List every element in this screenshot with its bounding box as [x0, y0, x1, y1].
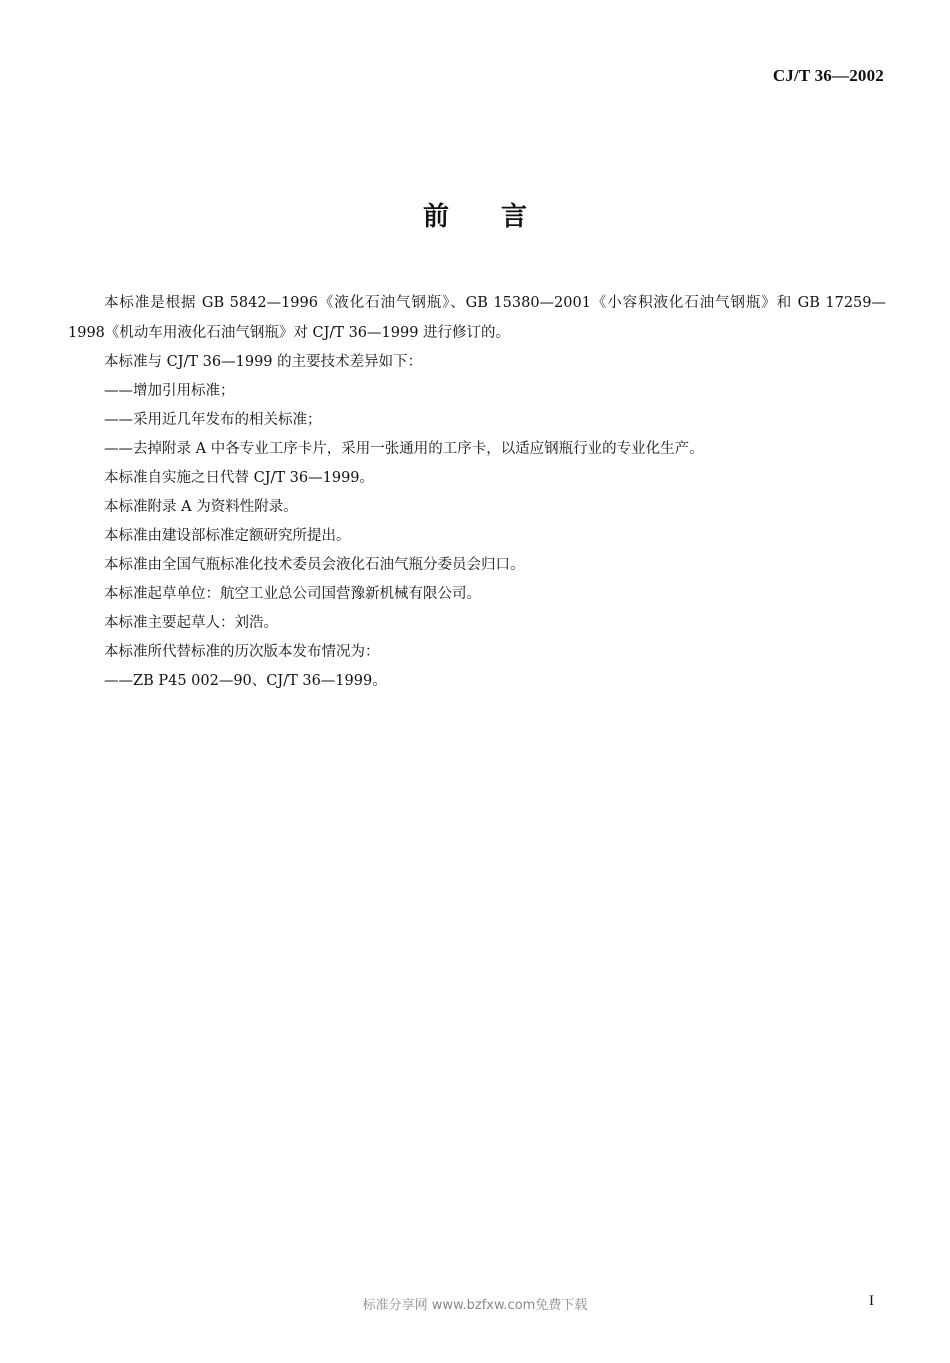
- paragraph-differences-intro: 本标准与 CJ/T 36—1999 的主要技术差异如下：: [104, 354, 423, 370]
- standard-code: CJ/T 36—2002: [772, 66, 884, 85]
- paragraph-history-intro: 本标准所代替标准的历次版本发布情况为：: [104, 644, 380, 660]
- paragraph-annex: 本标准附录 A 为资料性附录。: [104, 499, 298, 515]
- paragraph-revision-basis: 本标准是根据 GB 5842—1996《液化石油气钢瓶》、GB 15380—2001《小容积液化石油气钢瓶》和 GB 17259—1998《机动车用液化石油气钢瓶》对 CJ/T 36—1999 进行修订的。: [68, 295, 886, 341]
- paragraph-drafting-unit: 本标准起草单位：航空工业总公司国营豫新机械有限公司。: [104, 586, 481, 602]
- paragraph-drafter: 本标准主要起草人：刘浩。: [104, 615, 278, 631]
- page-number: I: [869, 1293, 874, 1309]
- list-item-history: ——ZB P45 002—90、CJ/T 36—1999。: [104, 673, 387, 689]
- foreword-body: [68, 288, 886, 696]
- paragraph-proposed-by: 本标准由建设部标准定额研究所提出。: [104, 528, 351, 544]
- list-item-recent-standards: ——采用近几年发布的相关标准；: [104, 412, 322, 428]
- footer-watermark-text: 标准分享网 www.bzfxw.com免费下载: [362, 1298, 588, 1313]
- page-title: 前言: [422, 202, 579, 232]
- paragraph-centralized-by: 本标准由全国气瓶标准化技术委员会液化石油气瓶分委员会归口。: [104, 557, 525, 573]
- paragraph-replacement: 本标准自实施之日代替 CJ/T 36—1999。: [104, 470, 375, 486]
- list-item-process-card: ——去掉附录 A 中各专业工序卡片，采用一张通用的工序卡，以适应钢瓶行业的专业化生产。: [104, 441, 704, 457]
- list-item-added-references: ——增加引用标准；: [104, 383, 235, 399]
